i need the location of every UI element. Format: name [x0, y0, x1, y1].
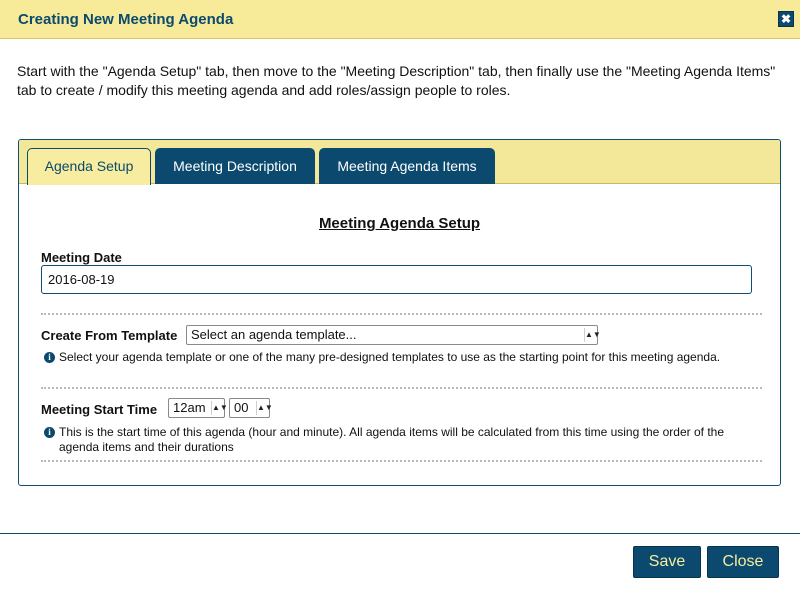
info-icon: i [44, 352, 55, 363]
tab-meeting-agenda-items[interactable]: Meeting Agenda Items [319, 148, 495, 184]
divider [41, 387, 762, 389]
template-label: Create From Template [41, 328, 178, 343]
tab-meeting-description[interactable]: Meeting Description [155, 148, 315, 184]
chevron-down-icon: ▲▼ [211, 401, 222, 415]
start-minute-select[interactable] [229, 398, 273, 418]
save-button[interactable]: Save [633, 546, 701, 578]
start-minute-value: 00 [234, 400, 249, 415]
chevron-down-icon: ▲▼ [256, 401, 267, 415]
section-title: Meeting Agenda Setup [318, 215, 481, 232]
start-hour-select[interactable] [168, 398, 228, 418]
meeting-date-input[interactable] [41, 265, 752, 294]
agenda-panel [18, 139, 781, 486]
dialog-titlebar [0, 0, 800, 39]
divider [41, 313, 762, 315]
meeting-date-label: Meeting Date [41, 250, 122, 265]
tab-bar [19, 140, 780, 184]
tab-agenda-setup[interactable]: Agenda Setup [27, 148, 151, 185]
chevron-down-icon: ▲▼ [584, 328, 595, 342]
close-icon[interactable]: ✖ [778, 11, 794, 27]
info-icon: i [44, 427, 55, 438]
start-hour-value: 12am [173, 400, 206, 415]
template-help-text: Select your agenda template or one of the many pre-designed templates to use as the starting point for this meeting agenda. [59, 350, 721, 364]
divider [41, 460, 762, 462]
intro-text: Start with the "Agenda Setup" tab, then move to the "Meeting Description" tab, then finally use the "Meeting Agenda Items" tab to create / modify this meeting agenda and add roles/assign people to roles. [17, 63, 776, 98]
start-time-label: Meeting Start Time [41, 402, 158, 417]
template-select-value: Select an agenda template... [191, 327, 357, 342]
dialog-title: Creating New Meeting Agenda [18, 11, 234, 28]
footer-divider [0, 533, 800, 534]
template-select[interactable] [186, 325, 601, 345]
start-time-help-text: This is the start time of this agenda (hour and minute). All agenda items will be calculated from this time using the order of the agenda items and their durations [59, 425, 724, 454]
close-button[interactable]: Close [707, 546, 779, 578]
